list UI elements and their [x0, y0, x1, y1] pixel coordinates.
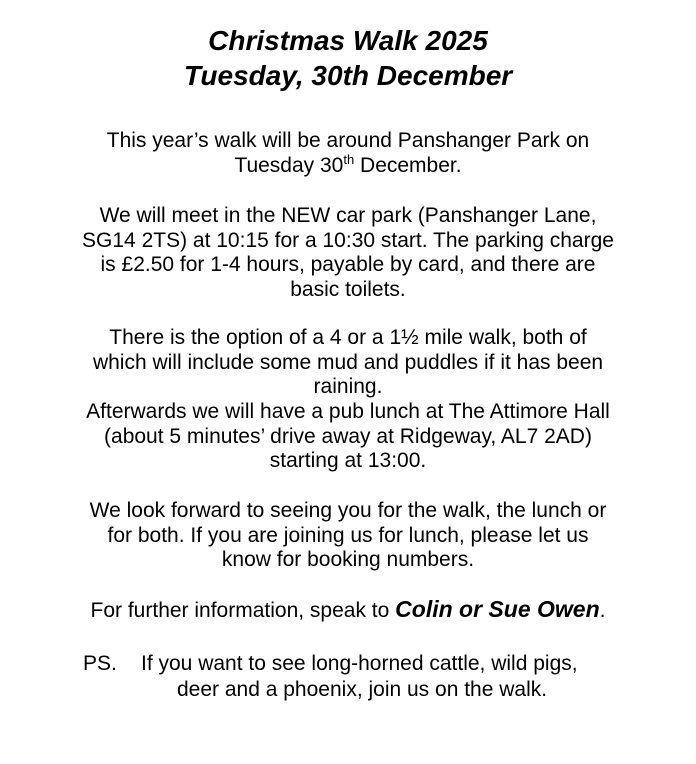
meeting-paragraph [0, 204, 696, 302]
meeting-line: basic toilets. [290, 277, 406, 301]
contact-line [0, 597, 696, 624]
walk-options-line: There is the option of a 4 or a 1½ mile walk, both of [109, 326, 587, 349]
closing-line: We look forward to seeing you for the walk, the lunch or [89, 499, 607, 522]
postscript-continuation: deer and a phoenix, join us on the walk. [177, 678, 548, 701]
meeting-line: SG14 2TS) at 10:15 for a 10:30 start. The parking charge [82, 228, 614, 252]
closing-line: know for booking numbers. [221, 548, 475, 571]
closing-paragraph [0, 499, 696, 573]
document-date-heading: Tuesday, 30th December [183, 60, 513, 91]
intro-paragraph [0, 129, 696, 178]
intro-date-month: December. [354, 153, 462, 177]
contact-paragraph [0, 597, 696, 624]
postscript-line [83, 651, 578, 677]
walk-options-line: which will include some mud and puddles if it has been [92, 350, 604, 374]
meeting-line: We will meet in the NEW car park (Panshanger Lane, [99, 204, 597, 227]
lunch-line: starting at 13:00. [269, 449, 427, 472]
document-title: Christmas Walk 2025 [208, 25, 488, 56]
contact-prefix: For further information, speak to [90, 599, 396, 622]
postscript-text: If you want to see long-horned cattle, wild pigs, [141, 652, 578, 675]
walk-options-paragraph [0, 326, 696, 400]
meeting-line: is £2.50 for 1-4 hours, payable by card, and there are [100, 253, 596, 276]
postscript [83, 651, 578, 703]
walk-options-line: raining. [313, 375, 383, 398]
closing-line: for both. If you are joining us for lunch, please let us [107, 523, 589, 547]
postscript-label: PS. [83, 652, 117, 675]
contact-suffix: . [599, 599, 606, 622]
lunch-paragraph [0, 400, 696, 474]
intro-line: This year’s walk will be around Panshanger Park on [106, 129, 590, 152]
lunch-line: (about 5 minutes’ drive away at Ridgeway, AL7 2AD) [104, 424, 592, 448]
lunch-line: Afterwards we will have a pub lunch at The Attimore Hall [86, 400, 610, 423]
intro-date-line [0, 151, 696, 179]
intro-date-text: Tuesday 30 [234, 153, 344, 177]
ordinal-suffix: th [343, 151, 355, 167]
contact-name: Colin or Sue Owen [395, 596, 600, 622]
